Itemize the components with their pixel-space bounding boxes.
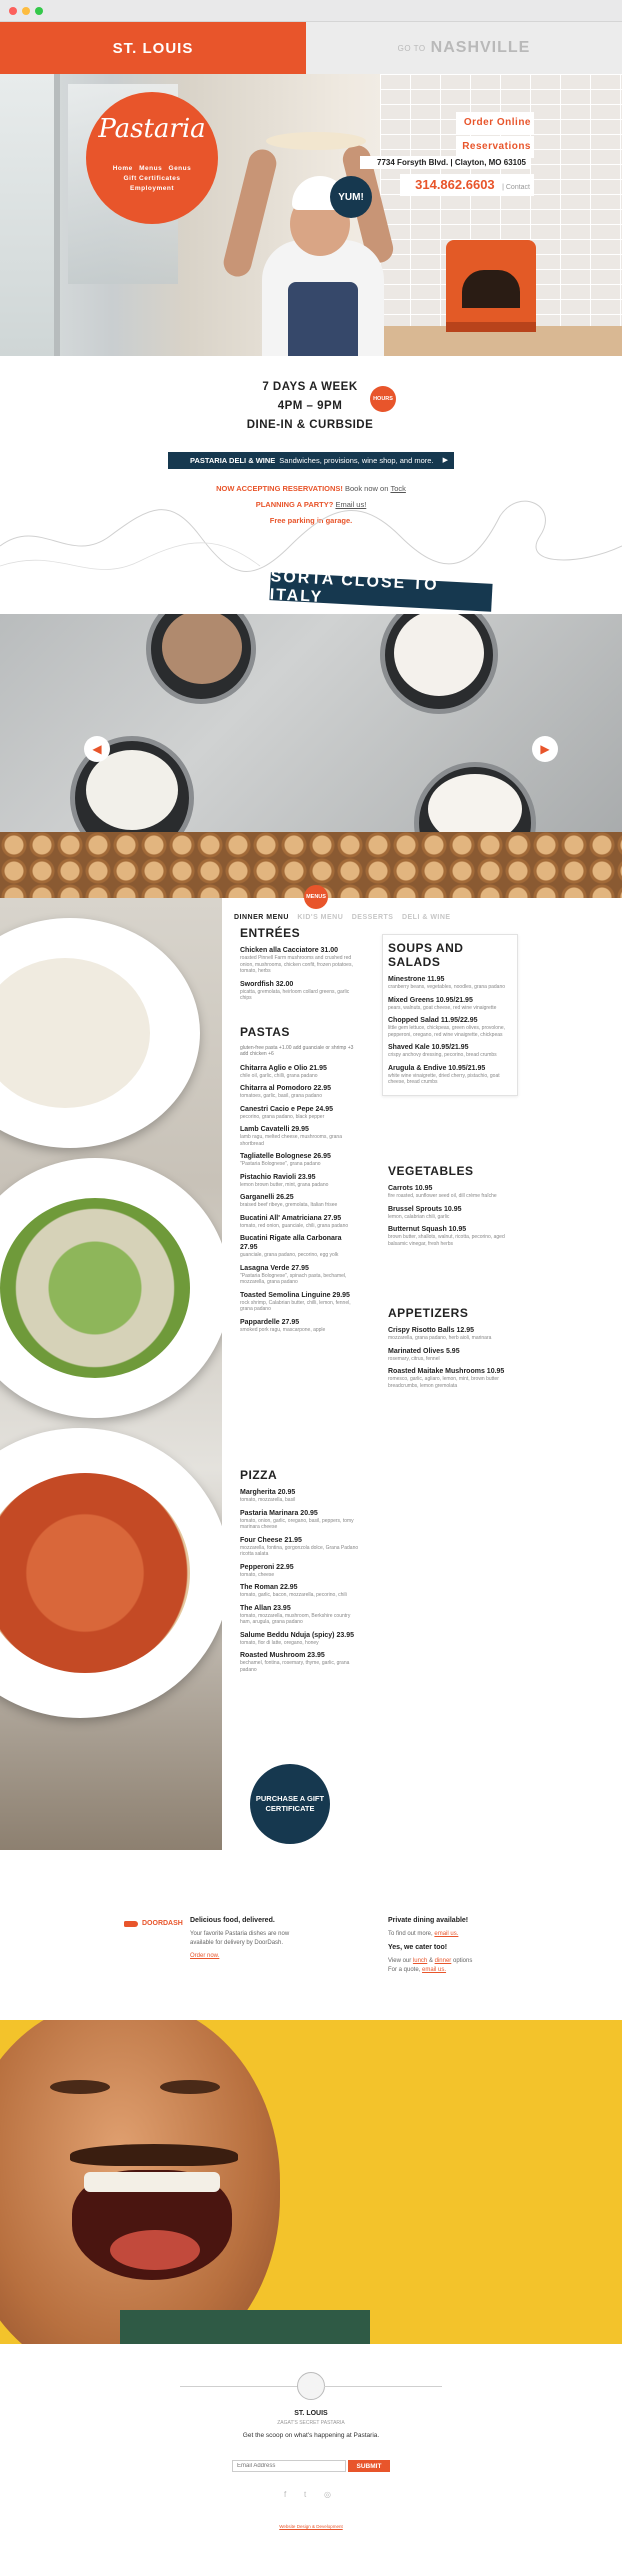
instagram-icon[interactable]: ◎ <box>324 2490 331 2499</box>
tab-nashville[interactable] <box>306 22 622 74</box>
quote-text: For a quote, <box>388 1967 421 1973</box>
contact-link[interactable]: | Contact <box>502 184 530 191</box>
menu-tabs <box>234 914 454 921</box>
illustration-tongue <box>110 2230 200 2270</box>
menu-item-desc: roasted Pinnell Farm mushrooms and crushed red onion, mushrooms, chicken confit, frozen potatoes, tomato, herbs <box>240 955 353 974</box>
hours-time: 4PM – 9PM <box>277 400 343 412</box>
newsletter-email-input[interactable] <box>232 2460 346 2472</box>
menu-item-name: Crispy Risotto Balls 12.95 <box>388 1327 474 1334</box>
menu-item-name: Pepperoni 22.95 <box>240 1563 294 1571</box>
menu-item-desc: tomato, garlic, bacon, mozzarella, pecorino, chili <box>240 1592 347 1598</box>
footer-divider <box>324 2386 442 2387</box>
menu-item <box>240 1152 360 1168</box>
pizza-title: PIZZA <box>240 1468 278 1482</box>
pastas-note: gluten-free pasta +1.00 add guanciale or shrimp +3 add chicken +6 <box>240 1044 354 1057</box>
menu-item-desc: little gem lettuce, chickpeas, green olives, provolone, pepperoni, oregano, red wine vinaigrette, chickpeas <box>388 1025 506 1038</box>
party-email-link[interactable]: Email us! <box>335 500 367 509</box>
menu-column-soups <box>382 934 518 1096</box>
catering-amp: & <box>428 1958 433 1964</box>
nav-menus[interactable]: Menus <box>139 165 163 172</box>
order-online-link[interactable]: Order Online <box>456 112 534 134</box>
menu-item <box>240 1488 362 1504</box>
party-label: PLANNING A PARTY? <box>255 500 334 509</box>
city-tabs <box>0 22 622 74</box>
parking-notice: Free parking in garage. <box>269 516 353 525</box>
gift-certificate-button[interactable]: PURCHASE A GIFT CERTIFICATE <box>250 1764 330 1844</box>
menu-item <box>240 1291 360 1313</box>
menu-item-name: Brussel Sprouts 10.95 <box>388 1205 462 1213</box>
nav-genus[interactable]: Genus <box>168 165 192 172</box>
menu-tab-desserts[interactable]: DESSERTS <box>351 914 394 921</box>
plate-pasta-white <box>0 918 200 1148</box>
menu-item <box>388 1184 518 1200</box>
hero-window <box>0 74 60 356</box>
chef-apron <box>288 282 358 356</box>
menu-item <box>240 1193 360 1209</box>
menu-item <box>388 1016 512 1038</box>
website-credit-link[interactable]: Website Design & Development <box>279 2524 343 2529</box>
menu-item <box>240 1318 360 1334</box>
menu-item <box>240 1234 360 1259</box>
menu-item-name: Lamb Cavatelli 29.95 <box>240 1126 309 1133</box>
menus-badge: MENUS <box>304 885 328 909</box>
logo[interactable]: Pastaria <box>98 114 206 144</box>
tab-goto-label: GO TO <box>397 43 426 53</box>
menu-item-desc: tomato, cheese <box>240 1571 275 1578</box>
menu-item-name: Tagliatelle Bolognese 26.95 <box>240 1153 331 1160</box>
hours-service: DINE-IN & CURBSIDE <box>246 419 374 431</box>
menu-item-name: The Roman 22.95 <box>240 1584 298 1591</box>
pizza-oven-door <box>462 270 520 308</box>
menu-item <box>240 1583 362 1599</box>
menu-item-desc: "Pastaria Bolognese", spinach pasta, bechamel, mozzarella, grana padano <box>240 1272 347 1285</box>
illustration-mustache <box>70 2144 238 2166</box>
menu-item <box>240 1651 362 1673</box>
lunch-link[interactable]: lunch <box>412 1958 428 1964</box>
delivery-title: Delicious food, delivered. <box>190 1917 275 1924</box>
menu-item-desc: tomatoes, garlic, basil, grana padano <box>240 1093 322 1099</box>
newsletter-text: Get the scoop on what's happening at Pastaria. <box>242 2432 380 2439</box>
doordash-logo <box>124 1920 183 1927</box>
menu-item-desc: fire roasted, sunflower seed oil, dill crème fraîche <box>388 1193 497 1199</box>
catering-text: View our <box>388 1958 412 1964</box>
menu-item-desc: tomato, fior di latte, oregano, honey <box>240 1639 319 1646</box>
menu-tab-dinner[interactable]: DINNER MENU <box>234 914 289 921</box>
hours-section <box>0 356 622 614</box>
plate-salad-food <box>0 1198 190 1378</box>
menu-item <box>240 946 360 975</box>
yum-badge: YUM! <box>330 176 372 218</box>
menu-item <box>240 1214 360 1230</box>
menu-item <box>388 1043 512 1059</box>
private-dining-info <box>388 1916 508 1975</box>
plate-salad <box>0 1158 222 1418</box>
delivery-text: Your favorite Pastaria dishes are now available for delivery by DoorDash. <box>190 1931 290 1946</box>
menu-item-desc: bechamel, fontina, rosemary, thyme, garlic, grana padano <box>240 1660 350 1673</box>
private-dining-email-link[interactable]: email us. <box>434 1931 459 1937</box>
laughing-man-illustration <box>0 2020 622 2344</box>
menu-food-photo <box>0 898 222 1850</box>
menu-item-name: Bucatini All' Amatriciana 27.95 <box>240 1214 342 1222</box>
menu-item <box>388 1064 512 1086</box>
menu-item-desc: smoked pork ragu, mascarpone, apple <box>240 1326 326 1333</box>
private-dining-title: Private dining available! <box>388 1917 469 1924</box>
phone-link[interactable]: 314.862.6603 <box>415 177 495 192</box>
delivery-info <box>190 1916 310 1961</box>
menu-item <box>240 1264 360 1286</box>
appetizers-title: APPETIZERS <box>388 1306 469 1320</box>
plate-spaghetti <box>0 1428 222 1718</box>
menu-item-desc: lamb ragu, melted cheese, mushrooms, grana shortbread <box>240 1134 342 1147</box>
menu-item <box>240 1536 362 1558</box>
quote-email-link[interactable]: email us. <box>422 1967 447 1973</box>
menu-item-desc: pears, walnuts, goat cheese, red wine vinaigrette <box>388 1004 497 1011</box>
menu-column-pizza <box>240 1468 362 1678</box>
menu-item-desc: braised beef ribeye, gremolata, Italian frisee <box>240 1202 338 1208</box>
menu-item-desc: tomato, red onion, guanciale, chili, grana padano <box>240 1222 349 1229</box>
facebook-icon[interactable]: f <box>284 2490 287 2499</box>
delivery-section <box>0 1850 622 2020</box>
tock-link[interactable]: Tock <box>390 484 406 493</box>
sorta-close-banner: SORTA CLOSE TO ITALY <box>269 572 492 612</box>
deli-wine-button[interactable] <box>168 452 454 469</box>
menu-item-name: Salume Beddu Nduja (spicy) 23.95 <box>240 1631 354 1639</box>
menu-item <box>240 1064 360 1080</box>
deli-wine-text: Sandwiches, provisions, wine shop, and more. <box>279 456 434 465</box>
menu-item-name: Chitarra al Pomodoro 22.95 <box>240 1085 332 1092</box>
menu-item-name: Margherita 20.95 <box>240 1489 296 1496</box>
menu-column-appetizers <box>388 1306 518 1394</box>
menu-item <box>240 1509 362 1531</box>
menu-item <box>388 1225 518 1247</box>
arrow-right-icon: ▶ <box>442 457 448 464</box>
newsletter-submit-button[interactable]: SUBMIT <box>348 2460 390 2472</box>
doordash-icon <box>124 1921 138 1927</box>
menu-item-name: Butternut Squash 10.95 <box>388 1226 467 1233</box>
spacer <box>240 1007 360 1025</box>
menu-item-name: Pastaria Marinara 20.95 <box>240 1509 318 1517</box>
illustration-eye <box>160 2080 220 2094</box>
menu-item-name: Toasted Semolina Linguine 29.95 <box>240 1291 350 1299</box>
menu-item-desc: "Pastaria Bolognese", grana padano <box>240 1161 321 1167</box>
pastas-title: PASTAS <box>240 1024 290 1039</box>
menu-item-name: Canestri Cacio e Pepe 24.95 <box>240 1105 333 1113</box>
browser-chrome <box>0 0 622 22</box>
menu-item-name: Arugula & Endive 10.95/21.95 <box>388 1064 486 1072</box>
menu-item <box>388 1367 518 1389</box>
footer-city: ST. LOUIS <box>294 2410 328 2417</box>
deli-wine-title: PASTARIA DELI & WINE <box>190 456 276 465</box>
menu-item-desc: rosemary, citrus, fennel <box>388 1355 440 1362</box>
menu-item-name: Roasted Maitake Mushrooms 10.95 <box>388 1368 505 1375</box>
menu-item-desc: guanciale, grana padano, pecorino, egg yolk <box>240 1252 339 1258</box>
menu-item <box>240 1084 360 1100</box>
menu-item <box>388 1326 518 1342</box>
plate-spaghetti-food <box>0 1473 190 1673</box>
menu-item-name: Mixed Greens 10.95/21.95 <box>388 996 473 1004</box>
menu-item-desc: lemon, calabrian chili, garlic <box>388 1213 450 1220</box>
plate-pasta-white-food <box>0 958 150 1108</box>
menu-item <box>388 1347 518 1363</box>
menu-item-desc: brown butter, shallots, walnut, ricotta, pecorino, aged balsamic vinegar, fresh herbs <box>388 1234 505 1247</box>
menu-item <box>388 975 512 991</box>
footer-divider <box>180 2386 298 2387</box>
reservations-label: NOW ACCEPTING RESERVATIONS! <box>216 484 343 493</box>
order-now-link[interactable]: Order now. <box>190 1953 220 1959</box>
gelato-scoop-vanilla <box>394 614 484 696</box>
dinner-link[interactable]: dinner <box>434 1958 452 1964</box>
nav-gift-certificates[interactable]: Gift Certificates <box>123 175 181 182</box>
menu-item-desc: pecorino, grana padano, black pepper <box>240 1113 325 1120</box>
logo-badge <box>86 92 218 224</box>
soups-title: SOUPS AND SALADS <box>388 941 464 969</box>
menu-item-name: The Allan 23.95 <box>240 1604 291 1612</box>
nav-home[interactable]: Home <box>112 165 133 172</box>
menu-item-name: Roasted Mushroom 23.95 <box>240 1652 325 1659</box>
menu-item <box>240 1563 362 1579</box>
menu-item-desc: mozzarella, grana padano, herb aioli, marinara <box>388 1335 492 1341</box>
menu-item-name: Bucatini Rigate alla Carbonara 27.95 <box>240 1235 342 1251</box>
footer-emblem-icon <box>297 2372 325 2400</box>
carousel-prev-button[interactable] <box>84 736 110 762</box>
hours-days: 7 DAYS A WEEK <box>262 381 358 393</box>
menu-item-desc: tomato, mozzarella, mushroom, Berkshire country ham, arugula, grana padano <box>240 1612 351 1625</box>
menu-item-name: Marinated Olives 5.95 <box>388 1347 460 1355</box>
menu-item-name: Minestrone 11.95 <box>388 976 445 983</box>
maximize-window-icon[interactable] <box>35 7 43 15</box>
menu-item <box>240 980 360 1002</box>
menu-item-name: Chicken alla Cacciatore 31.00 <box>240 947 339 954</box>
menu-item-name: Lasagna Verde 27.95 <box>240 1264 309 1272</box>
pizza-dough <box>266 132 366 150</box>
menu-item <box>240 1173 360 1189</box>
menu-item-desc: white wine vinaigrette, dried cherry, pistachio, goat cheese, bread crumbs <box>388 1072 500 1085</box>
menu-tab-deli-wine[interactable]: DELI & WINE <box>401 914 451 921</box>
illustration-teeth <box>84 2172 220 2192</box>
hours-badge: HOURS <box>370 386 396 412</box>
chevron-left-icon: ◀ <box>92 742 102 756</box>
entrees-title: ENTRÉES <box>240 926 301 940</box>
nav-employment[interactable]: Employment <box>129 185 174 192</box>
menu-item-desc: tomato, onion, garlic, oregano, basil, peppers, tomy marinara cheese <box>240 1517 354 1530</box>
chevron-right-icon: ▶ <box>540 742 550 756</box>
menu-item-desc: cranberry beans, vegetables, noodles, grana padano <box>388 984 506 990</box>
menu-item <box>388 996 512 1012</box>
menu-item <box>388 1205 518 1221</box>
minimize-window-icon[interactable] <box>22 7 30 15</box>
illustration-collar <box>120 2310 370 2344</box>
menu-column-left <box>240 926 360 1338</box>
main-nav <box>100 164 204 194</box>
phone-row <box>400 174 534 196</box>
tab-st-louis-label: ST. LOUIS <box>112 39 194 57</box>
menu-item-desc: crispy anchovy dressing, pecorino, bread crumbs <box>388 1052 497 1058</box>
gelato-carousel <box>0 614 622 832</box>
reservations-text: Book now on <box>345 484 389 493</box>
tab-nashville-label: NASHVILLE <box>430 39 531 56</box>
menu-item-desc: rock shrimp, Calabrian butter, chilli, lemon, fennel, grana padano <box>240 1299 351 1312</box>
footer <box>0 2344 622 2560</box>
hours-text <box>230 378 390 435</box>
menu-item-desc: mozzarella, fontina, gorgonzola dolce, Grana Padano ricotta salata <box>240 1544 359 1557</box>
catering-title: Yes, we cater too! <box>388 1944 448 1951</box>
menu-item-name: Pappardelle 27.95 <box>240 1318 300 1326</box>
menu-item-desc: chile oil, garlic, chilli, grana padano <box>240 1072 318 1079</box>
twitter-icon[interactable]: t <box>304 2490 307 2499</box>
menu-item-name: Shaved Kale 10.95/21.95 <box>388 1044 469 1051</box>
restaurant-address: 7734 Forsyth Blvd. | Clayton, MO 63105 <box>360 156 530 169</box>
menu-item-name: Swordfish 32.00 <box>240 980 294 988</box>
menu-item-desc: tomato, mozzarella, basil <box>240 1497 296 1503</box>
carousel-next-button[interactable] <box>532 736 558 762</box>
order-links <box>456 112 534 160</box>
menu-column-vegetables <box>388 1164 518 1252</box>
doordash-logo-text: DOORDASH <box>142 1920 183 1927</box>
menu-item-name: Chopped Salad 11.95/22.95 <box>388 1017 478 1024</box>
menu-item-name: Four Cheese 21.95 <box>240 1536 302 1544</box>
private-dining-text: To find out more, <box>388 1931 433 1937</box>
menu-item-desc: romesco, garlic, agliaro, lemon, mint, brown butter breadcrumbs, lemon gremolata <box>388 1376 499 1389</box>
reservations-link[interactable]: Reservations <box>456 136 534 158</box>
illustration-eye <box>50 2080 110 2094</box>
tab-st-louis[interactable] <box>0 22 306 74</box>
close-window-icon[interactable] <box>9 7 17 15</box>
catering-options-text: options <box>452 1958 473 1964</box>
menu-item-desc: picatta, gremolata, heirloom collard greens, garlic chips <box>240 988 350 1001</box>
menu-item <box>240 1604 362 1626</box>
menu-item <box>240 1105 360 1121</box>
menu-item-desc: lemon brown butter, mint, grana padano <box>240 1181 329 1188</box>
menu-item-name: Pistachio Ravioli 23.95 <box>240 1173 316 1181</box>
menu-item-name: Garganelli 26.25 <box>240 1194 294 1201</box>
menu-tab-kids[interactable]: KID'S MENU <box>297 914 344 921</box>
vegetables-title: VEGETABLES <box>388 1164 474 1178</box>
menu-item <box>240 1631 362 1647</box>
menu-item-name: Carrots 10.95 <box>388 1185 433 1192</box>
menu-item-name: Chitarra Aglio e Olio 21.95 <box>240 1064 327 1072</box>
gelato-scoop-stracciatella <box>86 750 178 830</box>
menu-item <box>240 1125 360 1147</box>
footer-address: ZAGAT'S SECRET PASTARIA <box>277 2420 345 2426</box>
